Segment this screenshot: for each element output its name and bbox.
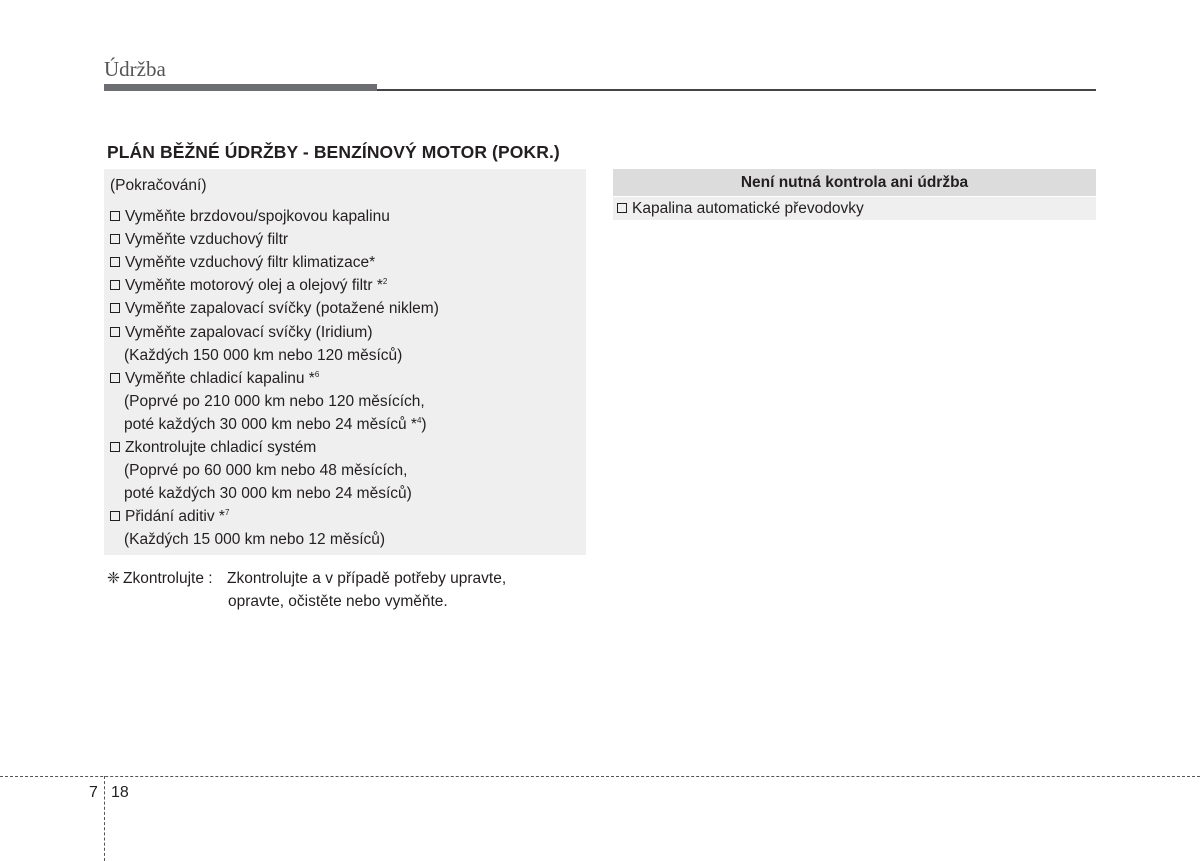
list-item: Vyměňte brzdovou/spojkovou kapalinu [110, 205, 439, 228]
list-item: Vyměňte vzduchový filtr [110, 228, 439, 251]
list-item-detail: poté každých 30 000 km nebo 24 měsíců) [124, 485, 412, 503]
checkbox-icon [110, 327, 120, 337]
list-item-detail: (Poprvé po 60 000 km nebo 48 měsících, [124, 462, 408, 480]
footer-divider-horizontal [0, 776, 1200, 777]
checkbox-icon [110, 234, 120, 244]
list-item: Vyměňte zapalovací svíčky (Iridium) [110, 321, 439, 344]
checkbox-icon [110, 442, 120, 452]
list-item: Vyměňte motorový olej a olejový filtr *$^2$ [110, 274, 439, 297]
legend-note [107, 567, 585, 613]
continuation-label: (Pokračování) [110, 177, 207, 194]
page-number: 18 [111, 784, 129, 801]
note-text-line2: opravte, očistěte nebo vyměňte. [228, 593, 448, 610]
footer-divider-vertical [104, 776, 105, 861]
list-item-detail: (Poprvé po 210 000 km nebo 120 měsících, [124, 392, 425, 410]
list-item-detail: (Každých 150 000 km nebo 120 měsíců) [124, 346, 403, 364]
checkbox-icon [110, 211, 120, 221]
checkbox-icon [617, 203, 627, 213]
checkbox-icon [110, 373, 120, 383]
footnote-mark: 6 [314, 369, 320, 379]
list-item-detail: (Každých 15 000 km nebo 12 měsíců) [124, 531, 386, 549]
checkbox-icon [110, 280, 120, 290]
footnote-mark: 7 [224, 508, 230, 518]
list-item: Vyměňte chladicí kapalinu *$^6$ [110, 367, 439, 390]
list-item: Přidání aditiv *$^7$ [110, 505, 439, 528]
asterism-icon: ❈ [107, 570, 120, 587]
header-bar-thin [377, 89, 1096, 91]
note-label: ❈ Zkontrolujte : [107, 567, 227, 590]
section-title: PLÁN BĚŽNÉ ÚDRŽBY - BENZÍNOVÝ MOTOR (POKR.) [107, 142, 560, 162]
maintenance-list [110, 174, 439, 552]
table-row: Kapalina automatické převodovky [613, 197, 1096, 220]
list-item: Vyměňte zapalovací svíčky (potažené niklem) [110, 297, 439, 320]
maintenance-list-box [104, 169, 586, 555]
checkbox-icon [110, 257, 120, 267]
list-item: Vyměňte vzduchový filtr klimatizace* [110, 251, 439, 274]
right-table-header: Není nutná kontrola ani údržba [613, 169, 1096, 196]
chapter-number: 7 [89, 784, 98, 801]
list-item-detail: poté každých 30 000 km nebo 24 měsíců *$^4$) [124, 415, 427, 433]
checkbox-icon [110, 511, 120, 521]
footnote-mark: 4 [416, 415, 422, 425]
list-item: Zkontrolujte chladicí systém [110, 436, 439, 459]
page-header-title: Údržba [104, 57, 166, 81]
checkbox-icon [110, 303, 120, 313]
note-text-line1: Zkontrolujte a v případě potřeby upravte, [227, 570, 507, 587]
header-bar-thick [104, 84, 377, 91]
footnote-mark: 2 [382, 277, 388, 287]
